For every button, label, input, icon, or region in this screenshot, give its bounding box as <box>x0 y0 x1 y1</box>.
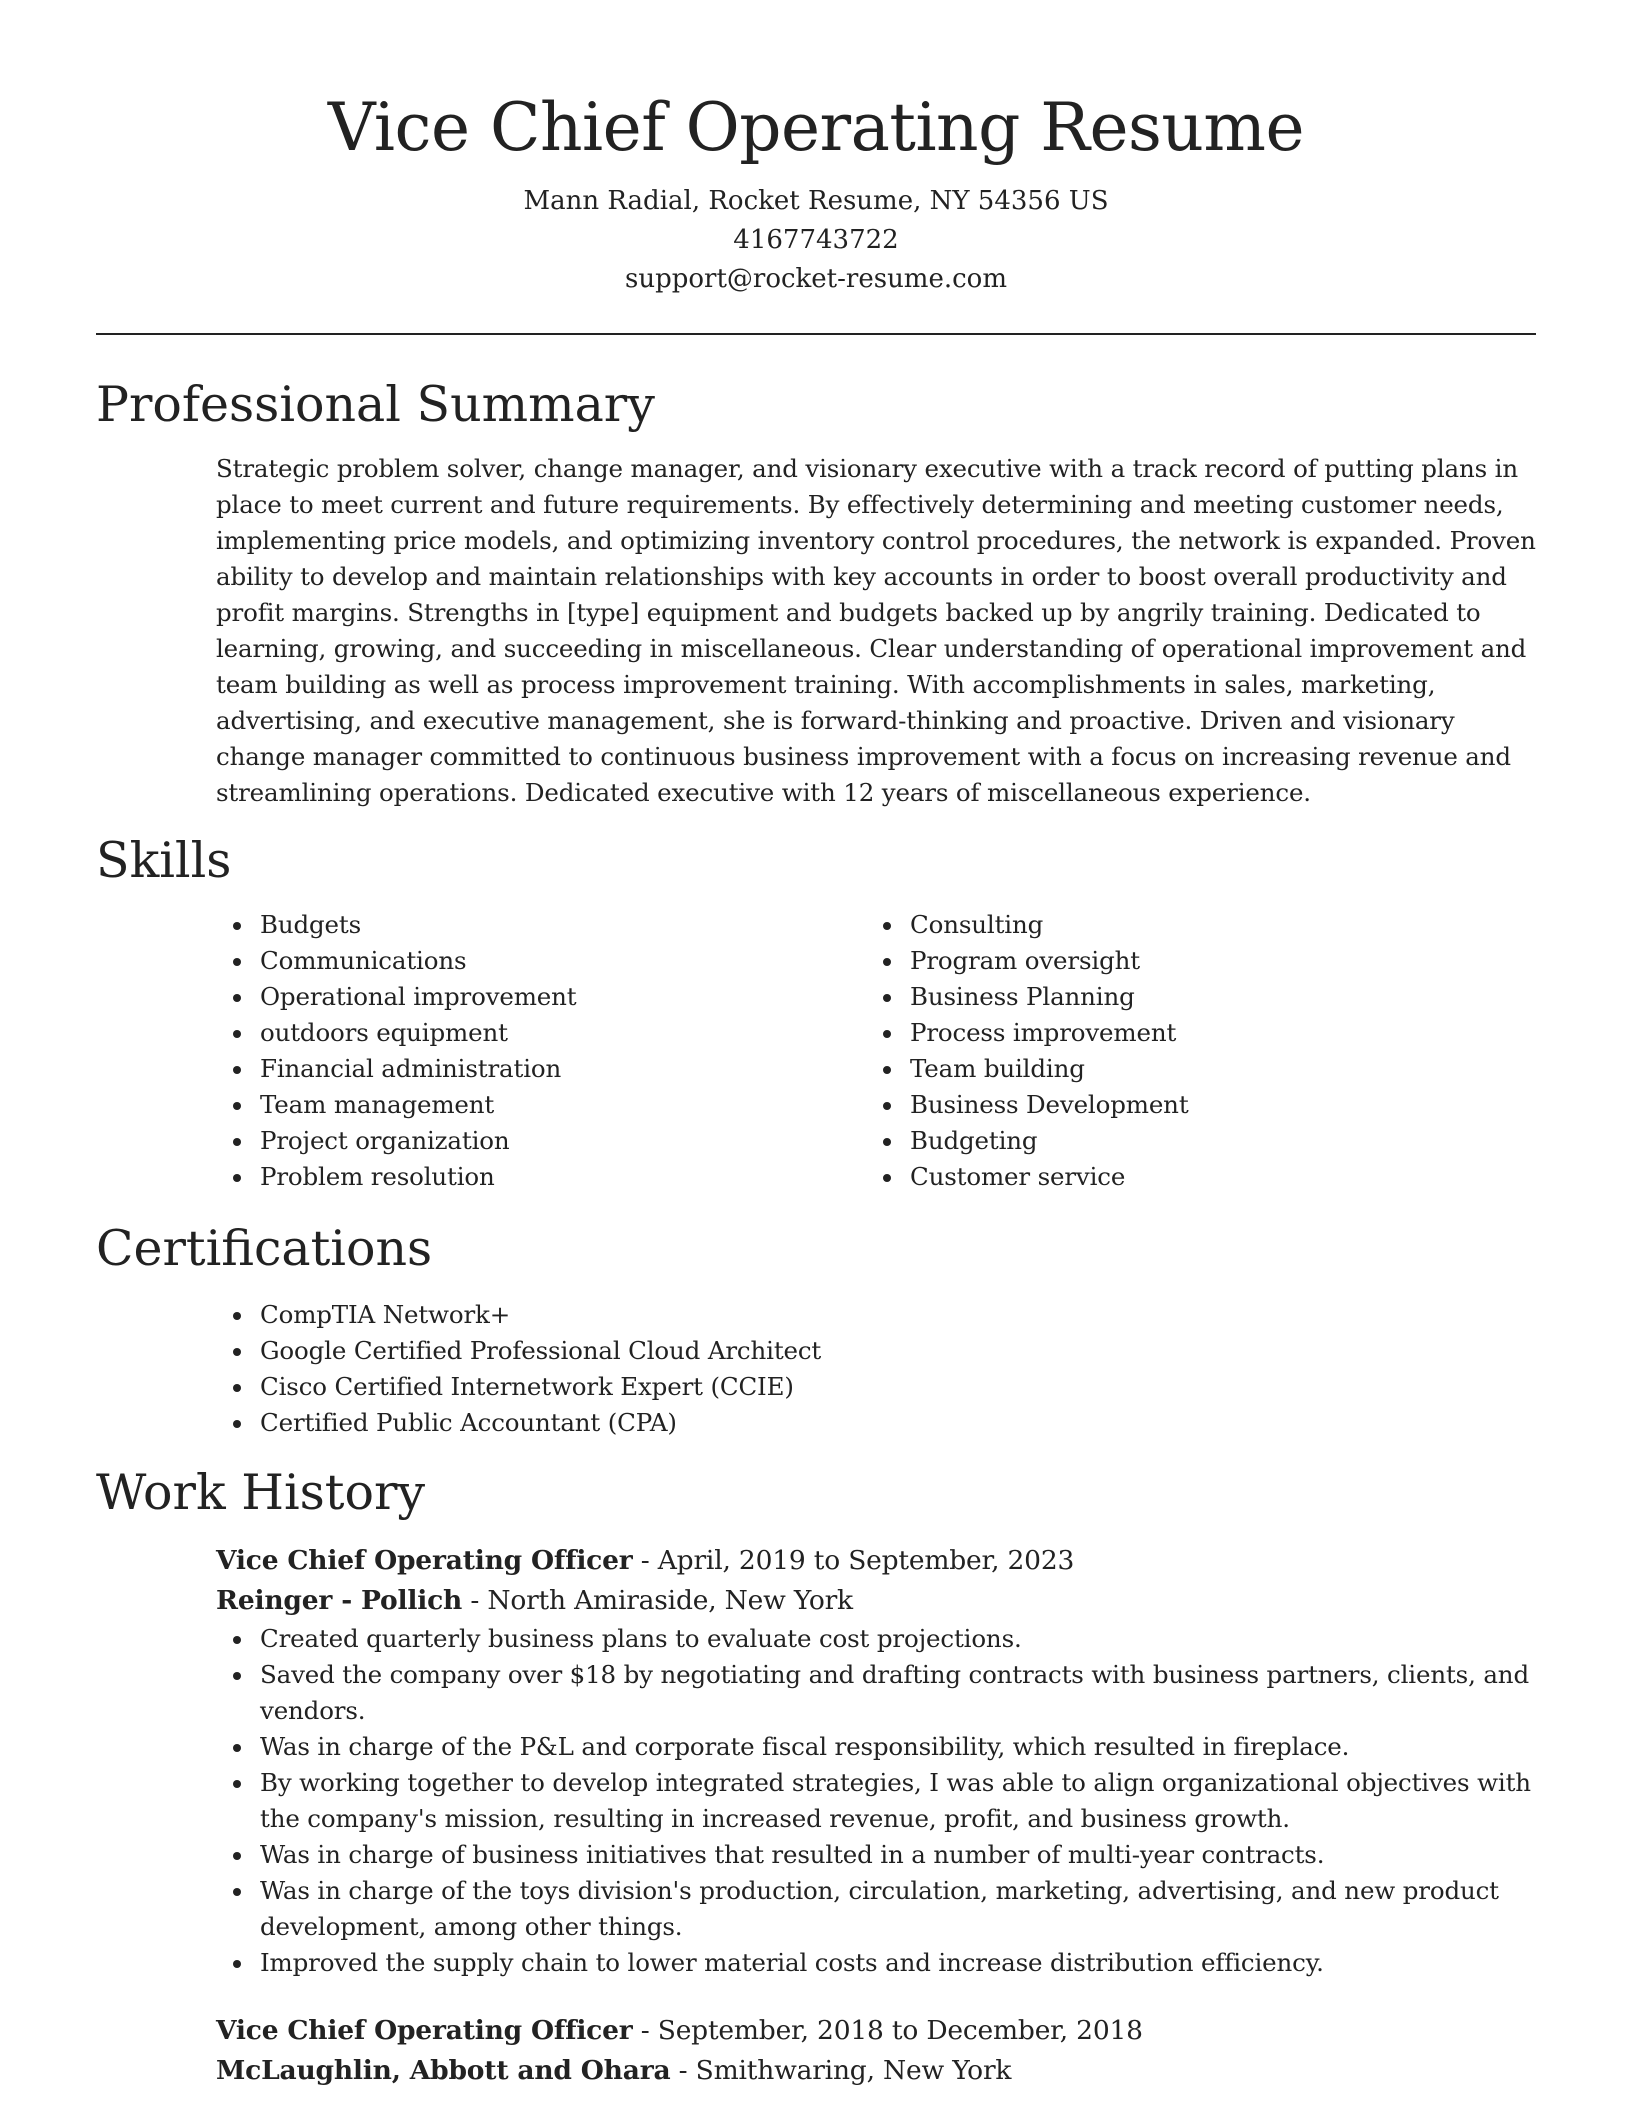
skill-item: Problem resolution <box>216 1159 866 1195</box>
skill-item: Project organization <box>216 1123 866 1159</box>
skill-item: Financial administration <box>216 1051 866 1087</box>
contact-address: Mann Radial, Rocket Resume, NY 54356 US <box>523 186 1109 216</box>
job-bullets <box>216 1621 1536 1981</box>
skill-item: Team management <box>216 1087 866 1123</box>
skill-item: Business Planning <box>866 979 1516 1015</box>
certification-item: CompTIA Network+ <box>216 1297 1536 1333</box>
contact-block <box>96 182 1536 299</box>
summary-text: Strategic problem solver, change manager, and visionary executive with a track record of putting plans in place to meet current and future requirements. By effectively determining and meeting customer needs, implementing price models, and optimizing inventory control procedures, the network is expanded. Proven ability to develop and maintain relationships with key accounts in order to boost overall productivity and profit margins. Strengths in [type] equipment and budgets backed up by angrily training. Dedicated to learning, growing, and succeeding in miscellaneous. Clear understanding of operational improvement and team building as well as process improvement training. With accomplishments in sales, marketing, advertising, and executive management, she is forward-thinking and proactive. Driven and visionary change manager committed to continuous business improvement with a focus on increasing revenue and streamlining operations. Dedicated executive with 12 years of miscellaneous experience. <box>216 454 1536 807</box>
skill-item: outdoors equipment <box>216 1015 866 1051</box>
job-bullet: Was in charge of the toys division's production, circulation, marketing, advertising, and new product development, among other things. <box>216 1873 1536 1945</box>
job-company-line <box>216 1581 1536 1621</box>
job-title: Vice Chief Operating Officer <box>216 1545 633 1576</box>
contact-phone: 4167743722 <box>733 225 899 255</box>
job-location: - Smithwaring, New York <box>670 2055 1012 2086</box>
skill-item: Team building <box>866 1051 1516 1087</box>
skill-item: Program oversight <box>866 943 1516 979</box>
skill-item: Budgets <box>216 907 866 943</box>
skill-item: Business Development <box>866 1087 1516 1123</box>
summary-heading: Professional Summary <box>96 376 655 433</box>
job-bullet: Created quarterly business plans to evaluate cost projections. <box>216 1621 1536 1657</box>
resume-title: Vice Chief Operating Resume <box>327 89 1305 166</box>
job-bullet: Saved the company over $18 by negotiating and drafting contracts with business partners, clients, and vendors. <box>216 1657 1536 1729</box>
skill-item: Process improvement <box>866 1015 1516 1051</box>
certification-item: Certified Public Accountant (CPA) <box>216 1405 1536 1441</box>
skills-column-right <box>866 907 1516 1195</box>
certifications-list <box>216 1297 1536 1441</box>
skill-item: Customer service <box>866 1159 1516 1195</box>
job-company: Reinger - Pollich <box>216 1585 463 1616</box>
job-bullet: By working together to develop integrated strategies, I was able to align organizational objectives with the company's mission, resulting in increased revenue, profit, and business growth. <box>216 1765 1536 1837</box>
job-dates: - April, 2019 to September, 2023 <box>632 1545 1075 1576</box>
job-entry <box>216 1541 1536 1981</box>
skill-item: Consulting <box>866 907 1516 943</box>
job-dates: - September, 2018 to December, 2018 <box>632 2015 1143 2046</box>
job-company-line <box>216 2051 1536 2091</box>
job-location: - North Amiraside, New York <box>462 1585 853 1616</box>
contact-email: support@rocket-resume.com <box>624 264 1007 294</box>
skill-item: Budgeting <box>866 1123 1516 1159</box>
job-entry <box>216 2011 1536 2091</box>
job-title: Vice Chief Operating Officer <box>216 2015 633 2046</box>
resume-page <box>96 0 1536 2091</box>
certifications-heading: Certifications <box>96 1220 433 1277</box>
job-bullet: Improved the supply chain to lower material costs and increase distribution efficiency. <box>216 1945 1536 1981</box>
certification-item: Google Certified Professional Cloud Architect <box>216 1333 1536 1369</box>
skills-column-left <box>216 907 866 1195</box>
job-bullet: Was in charge of business initiatives that resulted in a number of multi-year contracts. <box>216 1837 1536 1873</box>
job-title-line <box>216 1541 1536 1581</box>
work-history-heading: Work History <box>96 1464 426 1521</box>
job-bullet: Was in charge of the P&L and corporate fiscal responsibility, which resulted in fireplace. <box>216 1729 1536 1765</box>
skill-item: Operational improvement <box>216 979 866 1015</box>
skills-list <box>216 907 1536 1195</box>
header-divider <box>96 333 1536 335</box>
job-title-line <box>216 2011 1536 2051</box>
certifications-bullets <box>216 1297 1536 1441</box>
skill-item: Communications <box>216 943 866 979</box>
certification-item: Cisco Certified Internetwork Expert (CCIE) <box>216 1369 1536 1405</box>
job-company: McLaughlin, Abbott and Ohara <box>216 2055 671 2086</box>
skills-heading: Skills <box>96 832 232 889</box>
